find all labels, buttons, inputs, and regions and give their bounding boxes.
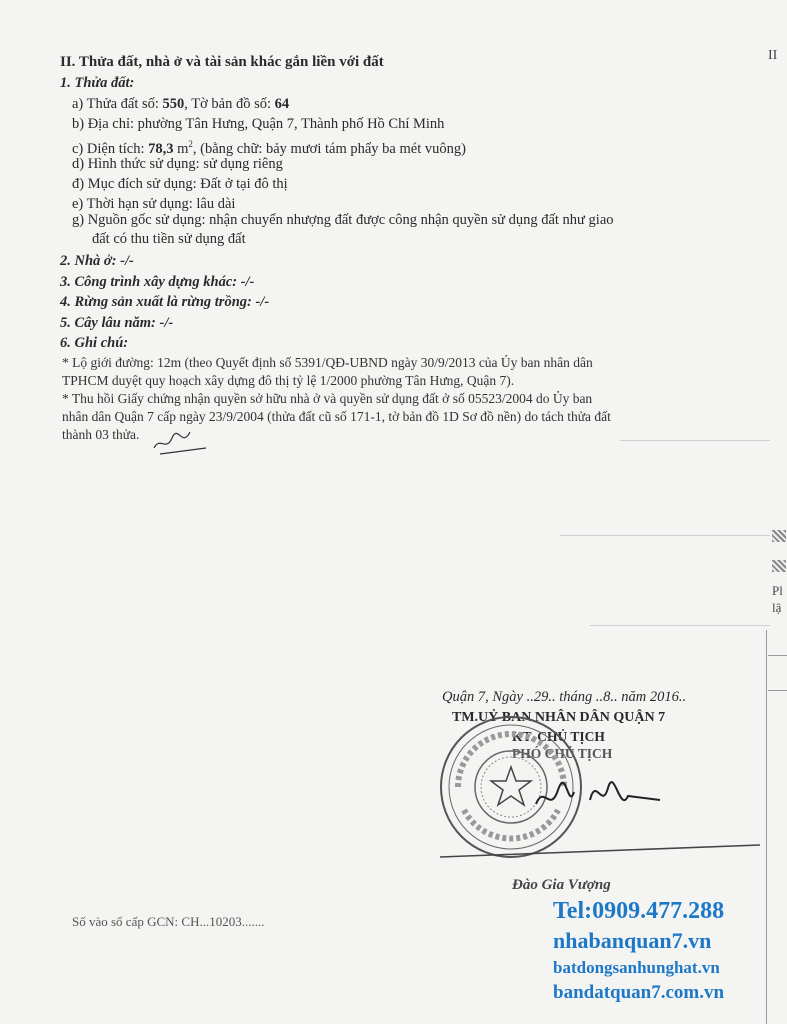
note-2-line1: * Thu hồi Giấy chứng nhận quyền sở hữu nhà ở và quyền sử dụng đất ở số 05523/2004 do Ủy ban (62, 391, 593, 406)
watermark-site-1: nhabanquan7.vn (553, 928, 712, 953)
right-border-tick (768, 690, 787, 691)
area-words: , (bằng chữ: bảy mươi tám phẩy ba mét vuông) (192, 140, 466, 157)
right-edge-mark: II (768, 48, 778, 63)
scan-artifact (560, 535, 770, 536)
other-works-line: 3. Công trình xây dựng khác: -/- (60, 274, 255, 290)
watermark-site-3: bandatquan7.com.vn (553, 982, 725, 1003)
signer-role-kt: KT. CHỦ TỊCH (512, 729, 605, 744)
land-usage-purpose: đ) Mục đích sử dụng: Đất ở tại đô thị (72, 176, 288, 192)
right-border-tick (768, 655, 787, 656)
edge-letter: Pl (772, 583, 783, 598)
signature-underline (440, 835, 770, 865)
scan-artifact (590, 625, 770, 626)
parcel-number: 550 (162, 96, 185, 112)
notes-heading: 6. Ghi chú: (60, 335, 129, 351)
area-unit: m (173, 140, 189, 157)
land-usage-form: d) Hình thức sử dụng: sử dụng riêng (72, 156, 283, 172)
note-1-line1: * Lộ giới đường: 12m (theo Quyết định số 5391/QĐ-UBND ngày 30/9/2013 của Ủy ban nhân dân (62, 355, 593, 370)
issuing-org: TM.UỶ BAN NHÂN DÂN QUẬN 7 (452, 710, 666, 725)
edge-letter: lậ (772, 600, 782, 615)
right-border-line (766, 630, 767, 1024)
note-2-line2: nhân dân Quận 7 cấp ngày 23/9/2004 (thửa đất cũ số 171-1, tờ bản đồ 1D Sơ đồ nền) do tách thửa đất (62, 409, 611, 424)
map-number: 64 (274, 96, 290, 112)
signer-role-deputy: PHÓ CHỦ TỊCH (512, 746, 613, 761)
forest-line: 4. Rừng sản xuất là rừng trồng: -/- (60, 294, 270, 310)
edge-hatch-box (772, 530, 786, 542)
scan-artifact (620, 440, 770, 441)
watermark-phone: Tel:0909.477.288 (553, 898, 725, 924)
land-parcel-line (72, 95, 289, 113)
land-heading: 1. Thửa đất: (60, 75, 135, 91)
perennial-line: 5. Cây lâu năm: -/- (60, 315, 174, 331)
signer-name: Đào Gia Vượng (512, 877, 611, 893)
land-address: b) Địa chỉ: phường Tân Hưng, Quận 7, Thành phố Hồ Chí Minh (72, 116, 445, 132)
edge-hatch-box (772, 560, 786, 572)
land-origin-line1: g) Nguồn gốc sử dụng: nhận chuyển nhượng đất được công nhận quyền sử dụng đất như giao (72, 212, 614, 228)
note-1-line2: TPHCM duyệt quy hoạch xây dựng đô thị tỷ lệ 1/2000 phường Tân Hưng, Quận 7). (62, 373, 515, 388)
section-title: II. Thửa đất, nhà ở và tài sản khác gắn liền với đất (60, 54, 384, 70)
area-value: 78,3 (148, 140, 174, 157)
house-line: 2. Nhà ở: -/- (60, 253, 134, 269)
area-prefix: c) Diện tích: (72, 140, 149, 157)
registry-number: Số vào sổ cấp GCN: CH...10203....... (72, 914, 265, 929)
initial-mark-icon (150, 418, 210, 458)
handwritten-signature-icon (530, 770, 680, 830)
area-unit-sup: 2 (188, 139, 193, 149)
land-usage-term: e) Thời hạn sử dụng: lâu dài (72, 196, 236, 212)
land-origin-line2: đất có thu tiền sử dụng đất (92, 231, 246, 247)
map-prefix: , Tờ bản đồ số: (184, 96, 275, 112)
watermark-site-2: batdongsanhunghat.vn (553, 958, 720, 977)
parcel-prefix: a) Thửa đất số: (72, 96, 163, 112)
issue-date: Quận 7, Ngày ..29.. tháng ..8.. năm 2016.. (442, 689, 687, 705)
note-2-line3: thành 03 thửa. (62, 427, 140, 442)
